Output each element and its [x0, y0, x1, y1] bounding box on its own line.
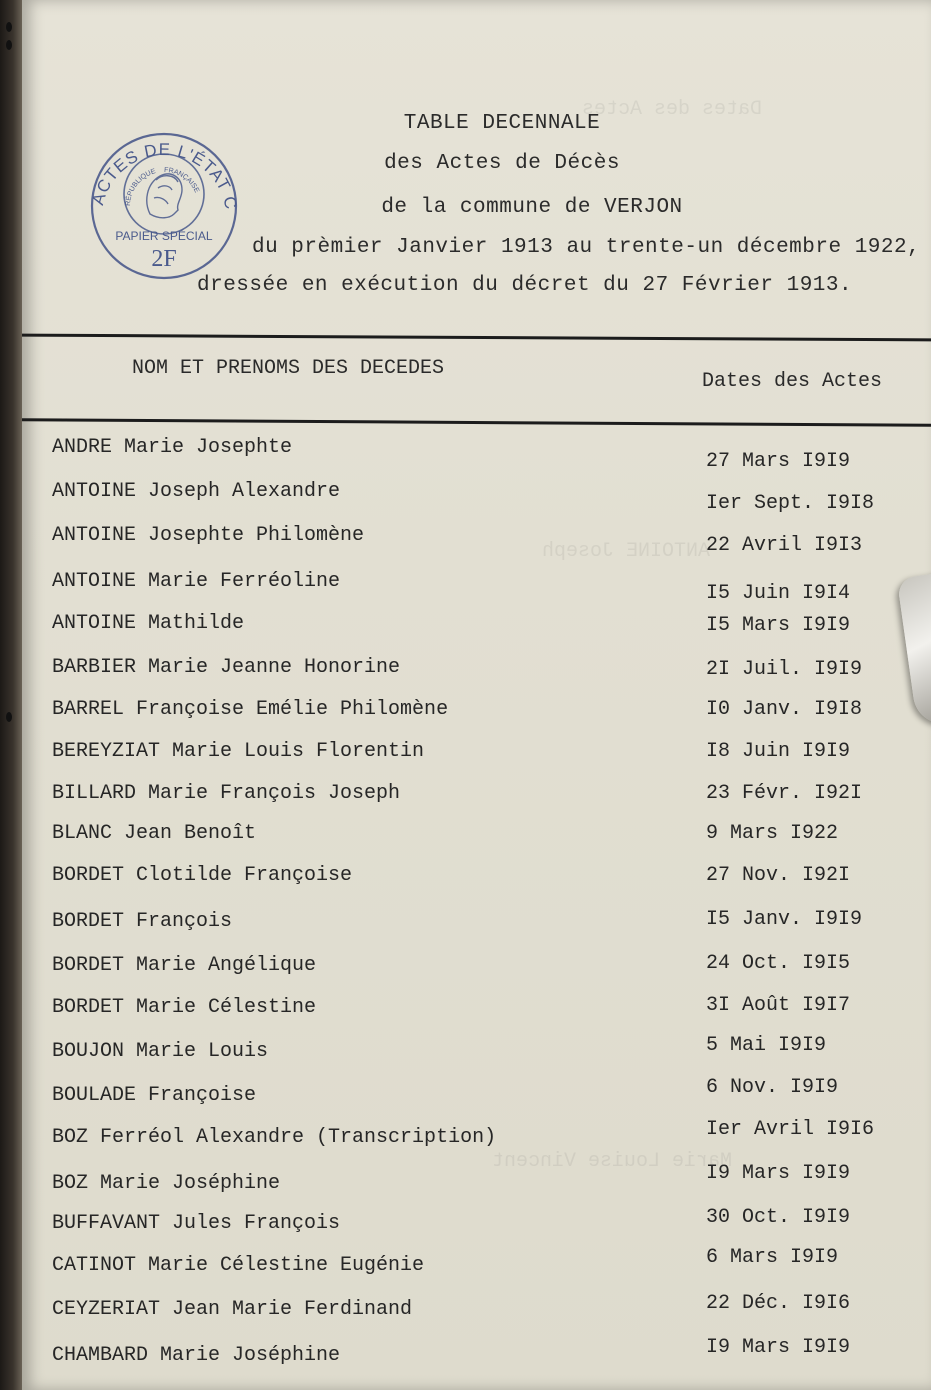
- entry-date: 3I Août I9I7: [706, 994, 851, 1017]
- entry-name: BORDET Marie Célestine: [52, 996, 317, 1019]
- page-title: TABLE DECENNALE: [403, 112, 601, 135]
- page-subtitle: des Actes de Décès: [384, 152, 620, 175]
- entry-name: ANDRE Marie Josephte: [52, 436, 293, 459]
- entry-name: BORDET Clotilde Françoise: [52, 864, 353, 887]
- entry-name: ANTOINE Mathilde: [52, 612, 245, 635]
- entry-name: BORDET Marie Angélique: [52, 954, 317, 977]
- entry-name: CEYZERIAT Jean Marie Ferdinand: [52, 1298, 413, 1321]
- stamp-inner-right: FRANÇAISE: [163, 166, 201, 194]
- entry-name: BARREL Françoise Emélie Philomène: [52, 698, 449, 721]
- entry-name: ANTOINE Marie Ferréoline: [52, 570, 341, 593]
- column-header-name: NOM ET PRENOMS DES DECEDES: [132, 357, 445, 380]
- stamp-seal-icon: [78, 114, 248, 282]
- header-divider: [22, 334, 931, 342]
- commune-line: de la commune de VERJON: [381, 196, 683, 219]
- entry-date: I0 Janv. I9I8: [706, 698, 863, 721]
- bleed-through: Marie Louise Vincent: [492, 1150, 733, 1173]
- stamp-label: PAPIER SPÉCIAL: [115, 229, 213, 243]
- entry-date: 27 Nov. I92I: [706, 864, 851, 887]
- entry-name: BOZ Marie Joséphine: [52, 1172, 281, 1195]
- book-binding: [0, 0, 22, 1390]
- entry-date: 5 Mai I9I9: [706, 1034, 827, 1057]
- entry-name: BLANC Jean Benoît: [52, 822, 257, 845]
- svg-text:RÉPUBLIQUE: [123, 168, 156, 206]
- entry-date: 6 Mars I9I9: [706, 1246, 839, 1269]
- register-page: [22, 0, 931, 1390]
- bleed-through: ANTOINE Joseph: [542, 540, 711, 563]
- entry-name: BILLARD Marie François Joseph: [52, 782, 401, 805]
- entry-name: CHAMBARD Marie Joséphine: [52, 1344, 341, 1367]
- entry-date: 22 Déc. I9I6: [706, 1292, 851, 1315]
- entry-name: BUFFAVANT Jules François: [52, 1212, 341, 1235]
- entry-date: 22 Avril I9I3: [706, 534, 863, 557]
- period-line: du prèmier Janvier 1913 au trente-un décembre 1922,: [252, 236, 921, 259]
- decree-line: dressée en exécution du décret du 27 Février 1913.: [197, 274, 853, 297]
- civil-registry-stamp: [78, 114, 248, 282]
- entry-date: 2I Juil. I9I9: [706, 658, 863, 681]
- entry-name: BOZ Ferréol Alexandre (Transcription): [52, 1126, 497, 1149]
- binding-stitch: [6, 22, 12, 32]
- entry-date: 23 Févr. I92I: [706, 782, 863, 805]
- entry-name: ANTOINE Josephte Philomène: [52, 524, 365, 547]
- column-divider: [22, 418, 931, 427]
- entry-date: I5 Janv. I9I9: [706, 908, 863, 931]
- entry-date: I9 Mars I9I9: [706, 1162, 851, 1185]
- entry-date: 6 Nov. I9I9: [706, 1076, 839, 1099]
- entry-name: BOUJON Marie Louis: [52, 1040, 269, 1063]
- entry-name: BOULADE Françoise: [52, 1084, 257, 1107]
- stamp-outer-text: ACTES DE L'ÉTAT C: [88, 140, 241, 212]
- binding-stitch: [6, 40, 12, 50]
- stamp-value: 2F: [151, 246, 177, 272]
- entry-name: BEREYZIAT Marie Louis Florentin: [52, 740, 425, 763]
- binding-stitch: [6, 712, 12, 722]
- entry-date: I5 Mars I9I9: [706, 614, 851, 637]
- bleed-through: Dates des Actes: [582, 98, 763, 121]
- entry-date: 30 Oct. I9I9: [706, 1206, 851, 1229]
- entry-date: 27 Mars I9I9: [706, 450, 851, 473]
- entry-date: 24 Oct. I9I5: [706, 952, 851, 975]
- entry-date: Ier Sept. I9I8: [706, 492, 875, 515]
- entry-name: BARBIER Marie Jeanne Honorine: [52, 656, 401, 679]
- stamp-inner-left: RÉPUBLIQUE: [124, 168, 157, 207]
- entry-name: BORDET François: [52, 910, 233, 933]
- entry-date: I8 Juin I9I9: [706, 740, 851, 763]
- entry-name: ANTOINE Joseph Alexandre: [52, 480, 341, 503]
- entry-date: I5 Juin I9I4: [706, 582, 851, 605]
- entry-date: Ier Avril I9I6: [706, 1118, 875, 1141]
- entry-date: I9 Mars I9I9: [706, 1336, 851, 1359]
- paper-clip: [897, 573, 931, 728]
- entry-date: 9 Mars I922: [706, 822, 839, 845]
- entry-name: CATINOT Marie Célestine Eugénie: [52, 1254, 425, 1277]
- column-header-date: Dates des Actes: [702, 370, 883, 393]
